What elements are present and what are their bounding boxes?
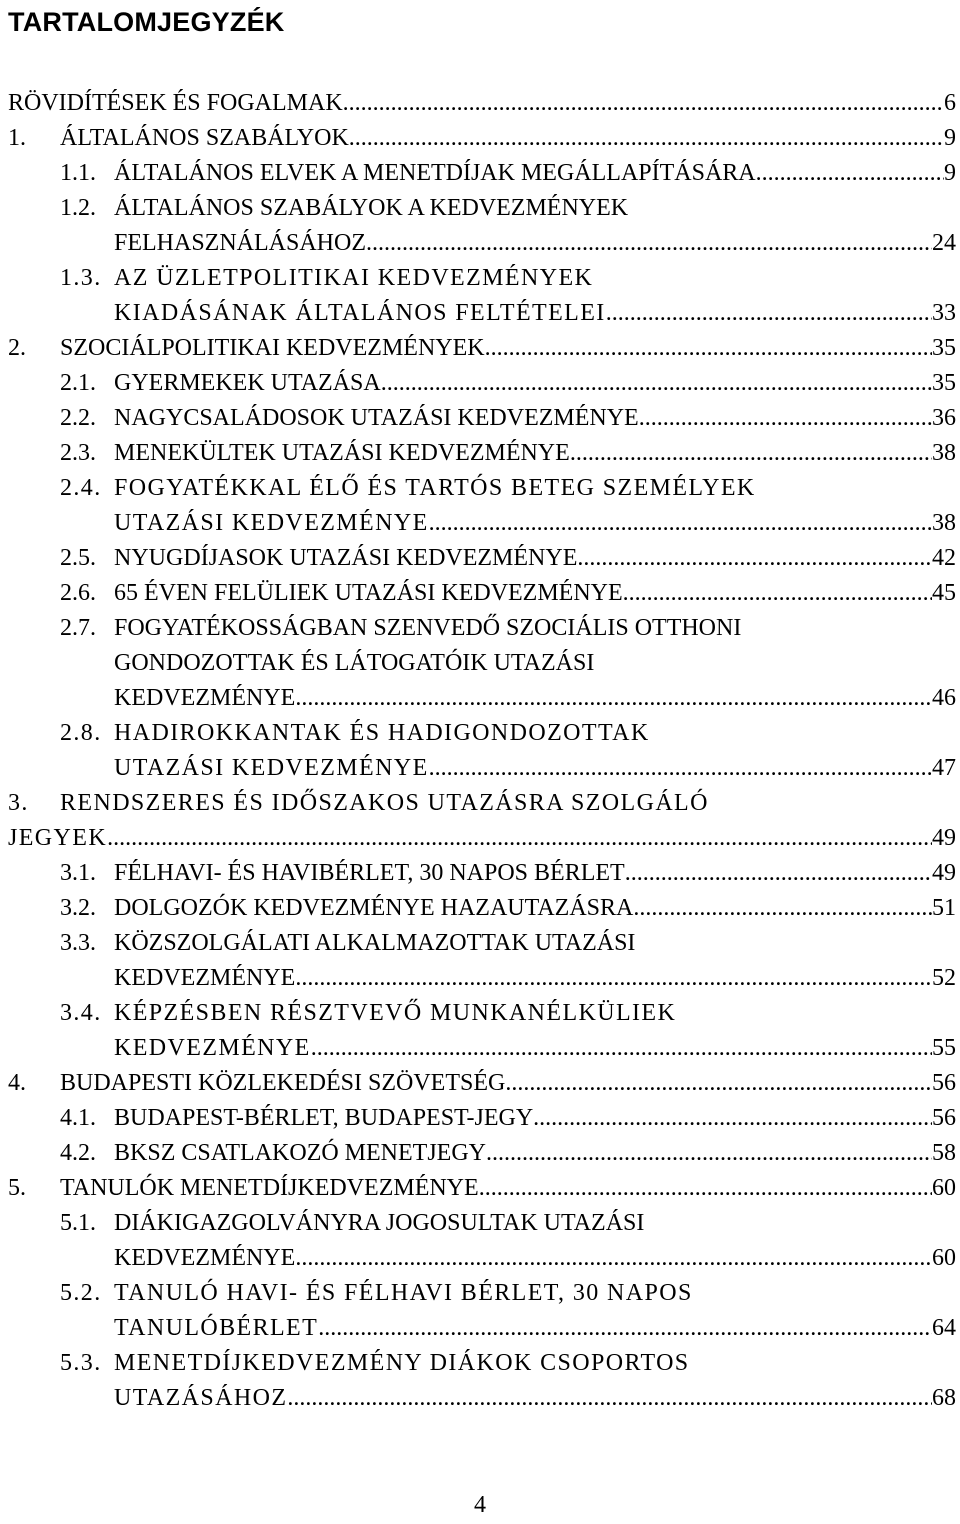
toc-entry-title: FOGYATÉKKAL ÉLŐ ÉS TARTÓS BETEG SZEMÉLYEK	[114, 475, 756, 501]
table-of-contents	[8, 86, 960, 1416]
toc-entry-number: 2.1.	[60, 370, 96, 396]
toc-entry-line[interactable]	[8, 1276, 960, 1311]
dot-leader	[486, 1136, 932, 1171]
toc-entry-line[interactable]	[8, 261, 960, 296]
dot-leader	[623, 576, 932, 611]
toc-page-number: 9	[944, 125, 956, 151]
toc-page-number: 33	[932, 300, 956, 326]
toc-entry[interactable]	[8, 1031, 960, 1066]
toc-entry-number: 3.3.	[60, 930, 96, 956]
toc-entry[interactable]	[8, 681, 960, 716]
toc-entry-number: 1.3.	[60, 265, 102, 291]
toc-entry-line[interactable]	[8, 471, 960, 506]
toc-entry-title: RÖVIDÍTÉSEK ÉS FOGALMAK	[8, 90, 343, 116]
toc-page-number: 46	[932, 685, 956, 711]
toc-entry-number: 4.	[8, 1070, 26, 1096]
dot-leader	[479, 1171, 932, 1206]
toc-entry-title: ÁLTALÁNOS ELVEK A MENETDÍJAK MEGÁLLAPÍTÁSÁRA	[114, 160, 756, 186]
toc-page-number: 24	[932, 230, 956, 256]
toc-entry[interactable]	[8, 86, 960, 121]
toc-entry[interactable]	[8, 331, 960, 366]
toc-entry-title: ÁLTALÁNOS SZABÁLYOK	[60, 125, 349, 151]
toc-entry-title: JEGYEK	[8, 825, 108, 851]
toc-entry-title: MENEKÜLTEK UTAZÁSI KEDVEZMÉNYE	[114, 440, 570, 466]
toc-entry-number: 4.1.	[60, 1105, 96, 1131]
toc-page-number: 60	[932, 1175, 956, 1201]
toc-entry-title: FÉLHAVI- ÉS HAVIBÉRLET, 30 NAPOS BÉRLET	[114, 860, 625, 886]
toc-page-number: 42	[932, 545, 956, 571]
toc-entry[interactable]	[8, 1311, 960, 1346]
toc-page-number: 38	[932, 440, 956, 466]
dot-leader	[343, 86, 944, 121]
toc-entry-title: GYERMEKEK UTAZÁSA	[114, 370, 381, 396]
toc-entry-title: RENDSZERES ÉS IDŐSZAKOS UTAZÁSRA SZOLGÁLÓ	[60, 790, 709, 816]
toc-entry[interactable]	[8, 1066, 960, 1101]
toc-entry-title: BUDAPESTI KÖZLEKEDÉSI SZÖVETSÉG	[60, 1070, 506, 1096]
toc-entry-number: 2.7.	[60, 615, 96, 641]
toc-page-number: 9	[944, 160, 956, 186]
toc-entry-title: SZOCIÁLPOLITIKAI KEDVEZMÉNYEK	[60, 335, 485, 361]
toc-entry-title: TANULÓBÉRLET	[114, 1315, 319, 1341]
toc-entry-title: NYUGDÍJASOK UTAZÁSI KEDVEZMÉNYE	[114, 545, 578, 571]
toc-entry-number: 5.3.	[60, 1350, 102, 1376]
toc-entry-number: 2.	[8, 335, 26, 361]
toc-entry-title: KEDVEZMÉNYE	[114, 1245, 296, 1271]
dot-leader	[311, 1031, 932, 1066]
dot-leader	[349, 121, 944, 156]
toc-entry[interactable]	[8, 576, 960, 611]
toc-page-number: 51	[932, 895, 956, 921]
toc-entry-line[interactable]	[8, 1346, 960, 1381]
dot-leader	[606, 296, 932, 331]
toc-entry-title: KEDVEZMÉNYE	[114, 1035, 311, 1061]
toc-entry-number: 3.2.	[60, 895, 96, 921]
toc-entry-title: MENETDÍJKEDVEZMÉNY DIÁKOK CSOPORTOS	[114, 1350, 690, 1376]
dot-leader	[577, 541, 932, 576]
toc-entry-line[interactable]	[8, 646, 960, 681]
dot-leader	[625, 856, 932, 891]
toc-entry-title: GONDOZOTTAK ÉS LÁTOGATÓIK UTAZÁSI	[114, 650, 595, 676]
toc-entry[interactable]	[8, 296, 960, 331]
toc-entry-number: 2.4.	[60, 475, 102, 501]
toc-entry-title: FOGYATÉKOSSÁGBAN SZENVEDŐ SZOCIÁLIS OTTHONI	[114, 615, 742, 641]
toc-entry-line[interactable]	[8, 716, 960, 751]
toc-page-number: 49	[932, 825, 956, 851]
toc-entry[interactable]	[8, 121, 960, 156]
toc-entry[interactable]	[8, 891, 960, 926]
toc-entry[interactable]	[8, 856, 960, 891]
toc-entry-title: DOLGOZÓK KEDVEZMÉNYE HAZAUTAZÁSRA	[114, 895, 634, 921]
toc-entry-number: 1.	[8, 125, 26, 151]
toc-entry-number: 2.2.	[60, 405, 96, 431]
toc-entry[interactable]	[8, 401, 960, 436]
toc-entry-number: 5.1.	[60, 1210, 96, 1236]
toc-page-number: 49	[932, 860, 956, 886]
toc-page-number: 55	[932, 1035, 956, 1061]
toc-entry-number: 3.1.	[60, 860, 96, 886]
dot-leader	[295, 681, 932, 716]
toc-entry-title: BUDAPEST-BÉRLET, BUDAPEST-JEGY	[114, 1105, 534, 1131]
toc-entry[interactable]	[8, 1101, 960, 1136]
toc-page-number: 64	[932, 1315, 956, 1341]
toc-entry[interactable]	[8, 1381, 960, 1416]
toc-entry-number: 2.8.	[60, 720, 102, 746]
toc-page-number: 56	[932, 1070, 956, 1096]
dot-leader	[381, 366, 932, 401]
dot-leader	[366, 226, 932, 261]
toc-entry[interactable]	[8, 156, 960, 191]
toc-entry-title: UTAZÁSÁHOZ	[114, 1385, 288, 1411]
toc-entry-number: 2.5.	[60, 545, 96, 571]
dot-leader	[429, 506, 932, 541]
toc-entry[interactable]	[8, 541, 960, 576]
toc-entry-line[interactable]	[8, 926, 960, 961]
page-number: 4	[474, 1492, 486, 1518]
toc-page-number: 52	[932, 965, 956, 991]
toc-entry-title: KEDVEZMÉNYE	[114, 685, 296, 711]
toc-entry-title: DIÁKIGAZGOLVÁNYRA JOGOSULTAK UTAZÁSI	[114, 1210, 645, 1236]
toc-page-number: 35	[932, 335, 956, 361]
toc-entry-title: FELHASZNÁLÁSÁHOZ	[114, 230, 366, 256]
toc-entry-title: UTAZÁSI KEDVEZMÉNYE	[114, 510, 429, 536]
dot-leader	[295, 1241, 932, 1276]
toc-entry-title: AZ ÜZLETPOLITIKAI KEDVEZMÉNYEK	[114, 265, 594, 291]
toc-entry-line[interactable]	[8, 786, 960, 821]
toc-entry-line[interactable]	[8, 996, 960, 1031]
toc-entry-title: KEDVEZMÉNYE	[114, 965, 296, 991]
toc-page-number: 68	[932, 1385, 956, 1411]
toc-entry-number: 3.	[8, 790, 29, 816]
toc-page-number: 38	[932, 510, 956, 536]
dot-leader	[485, 331, 932, 366]
toc-entry-title: TANULÓK MENETDÍJKEDVEZMÉNYE	[60, 1175, 479, 1201]
toc-entry[interactable]	[8, 1136, 960, 1171]
dot-leader	[287, 1381, 932, 1416]
toc-entry[interactable]	[8, 1171, 960, 1206]
toc-entry-number: 3.4.	[60, 1000, 102, 1026]
toc-heading: TARTALOMJEGYZÉK	[8, 7, 285, 37]
toc-entry[interactable]	[8, 506, 960, 541]
dot-leader	[295, 961, 932, 996]
toc-entry[interactable]	[8, 366, 960, 401]
dot-leader	[633, 891, 932, 926]
toc-entry-line[interactable]	[8, 191, 960, 226]
toc-entry-title: KÖZSZOLGÁLATI ALKALMAZOTTAK UTAZÁSI	[114, 930, 636, 956]
toc-page-number: 35	[932, 370, 956, 396]
toc-page-number: 58	[932, 1140, 956, 1166]
toc-entry-number: 4.2.	[60, 1140, 96, 1166]
toc-entry-title: KIADÁSÁNAK ÁLTALÁNOS FELTÉTELEI	[114, 300, 606, 326]
toc-entry-line[interactable]	[8, 1206, 960, 1241]
toc-entry-number: 5.	[8, 1175, 26, 1201]
toc-entry-title: KÉPZÉSBEN RÉSZTVEVŐ MUNKANÉLKÜLIEK	[114, 1000, 677, 1026]
toc-entry-title: HADIROKKANTAK ÉS HADIGONDOZOTTAK	[114, 720, 650, 746]
toc-entry-title: UTAZÁSI KEDVEZMÉNYE	[114, 755, 429, 781]
toc-page-number: 36	[932, 405, 956, 431]
toc-page-number: 6	[944, 90, 956, 116]
toc-page-number: 47	[932, 755, 956, 781]
dot-leader	[570, 436, 932, 471]
toc-entry-title: NAGYCSALÁDOSOK UTAZÁSI KEDVEZMÉNYE	[114, 405, 639, 431]
toc-entry-title: TANULÓ HAVI- ÉS FÉLHAVI BÉRLET, 30 NAPOS	[114, 1280, 693, 1306]
dot-leader	[429, 751, 932, 786]
toc-page-number: 45	[932, 580, 956, 606]
toc-entry[interactable]	[8, 961, 960, 996]
dot-leader	[318, 1311, 932, 1346]
toc-entry[interactable]	[8, 1241, 960, 1276]
dot-leader	[533, 1101, 932, 1136]
toc-entry-number: 1.2.	[60, 195, 96, 221]
dot-leader	[505, 1066, 932, 1101]
toc-entry-line[interactable]	[8, 611, 960, 646]
toc-entry[interactable]	[8, 226, 960, 261]
toc-entry-title: 65 ÉVEN FELÜLIEK UTAZÁSI KEDVEZMÉNYE	[114, 580, 623, 606]
toc-entry-number: 2.6.	[60, 580, 96, 606]
toc-entry[interactable]	[8, 821, 960, 856]
dot-leader	[107, 821, 932, 856]
toc-entry-title: ÁLTALÁNOS SZABÁLYOK A KEDVEZMÉNYEK	[114, 195, 629, 221]
dot-leader	[639, 401, 932, 436]
toc-entry-title: BKSZ CSATLAKOZÓ MENETJEGY	[114, 1140, 486, 1166]
toc-entry-number: 5.2.	[60, 1280, 102, 1306]
toc-page-number: 60	[932, 1245, 956, 1271]
dot-leader	[756, 156, 944, 191]
toc-page-number: 56	[932, 1105, 956, 1131]
toc-entry-number: 1.1.	[60, 160, 96, 186]
toc-entry[interactable]	[8, 436, 960, 471]
toc-entry[interactable]	[8, 751, 960, 786]
toc-entry-number: 2.3.	[60, 440, 96, 466]
